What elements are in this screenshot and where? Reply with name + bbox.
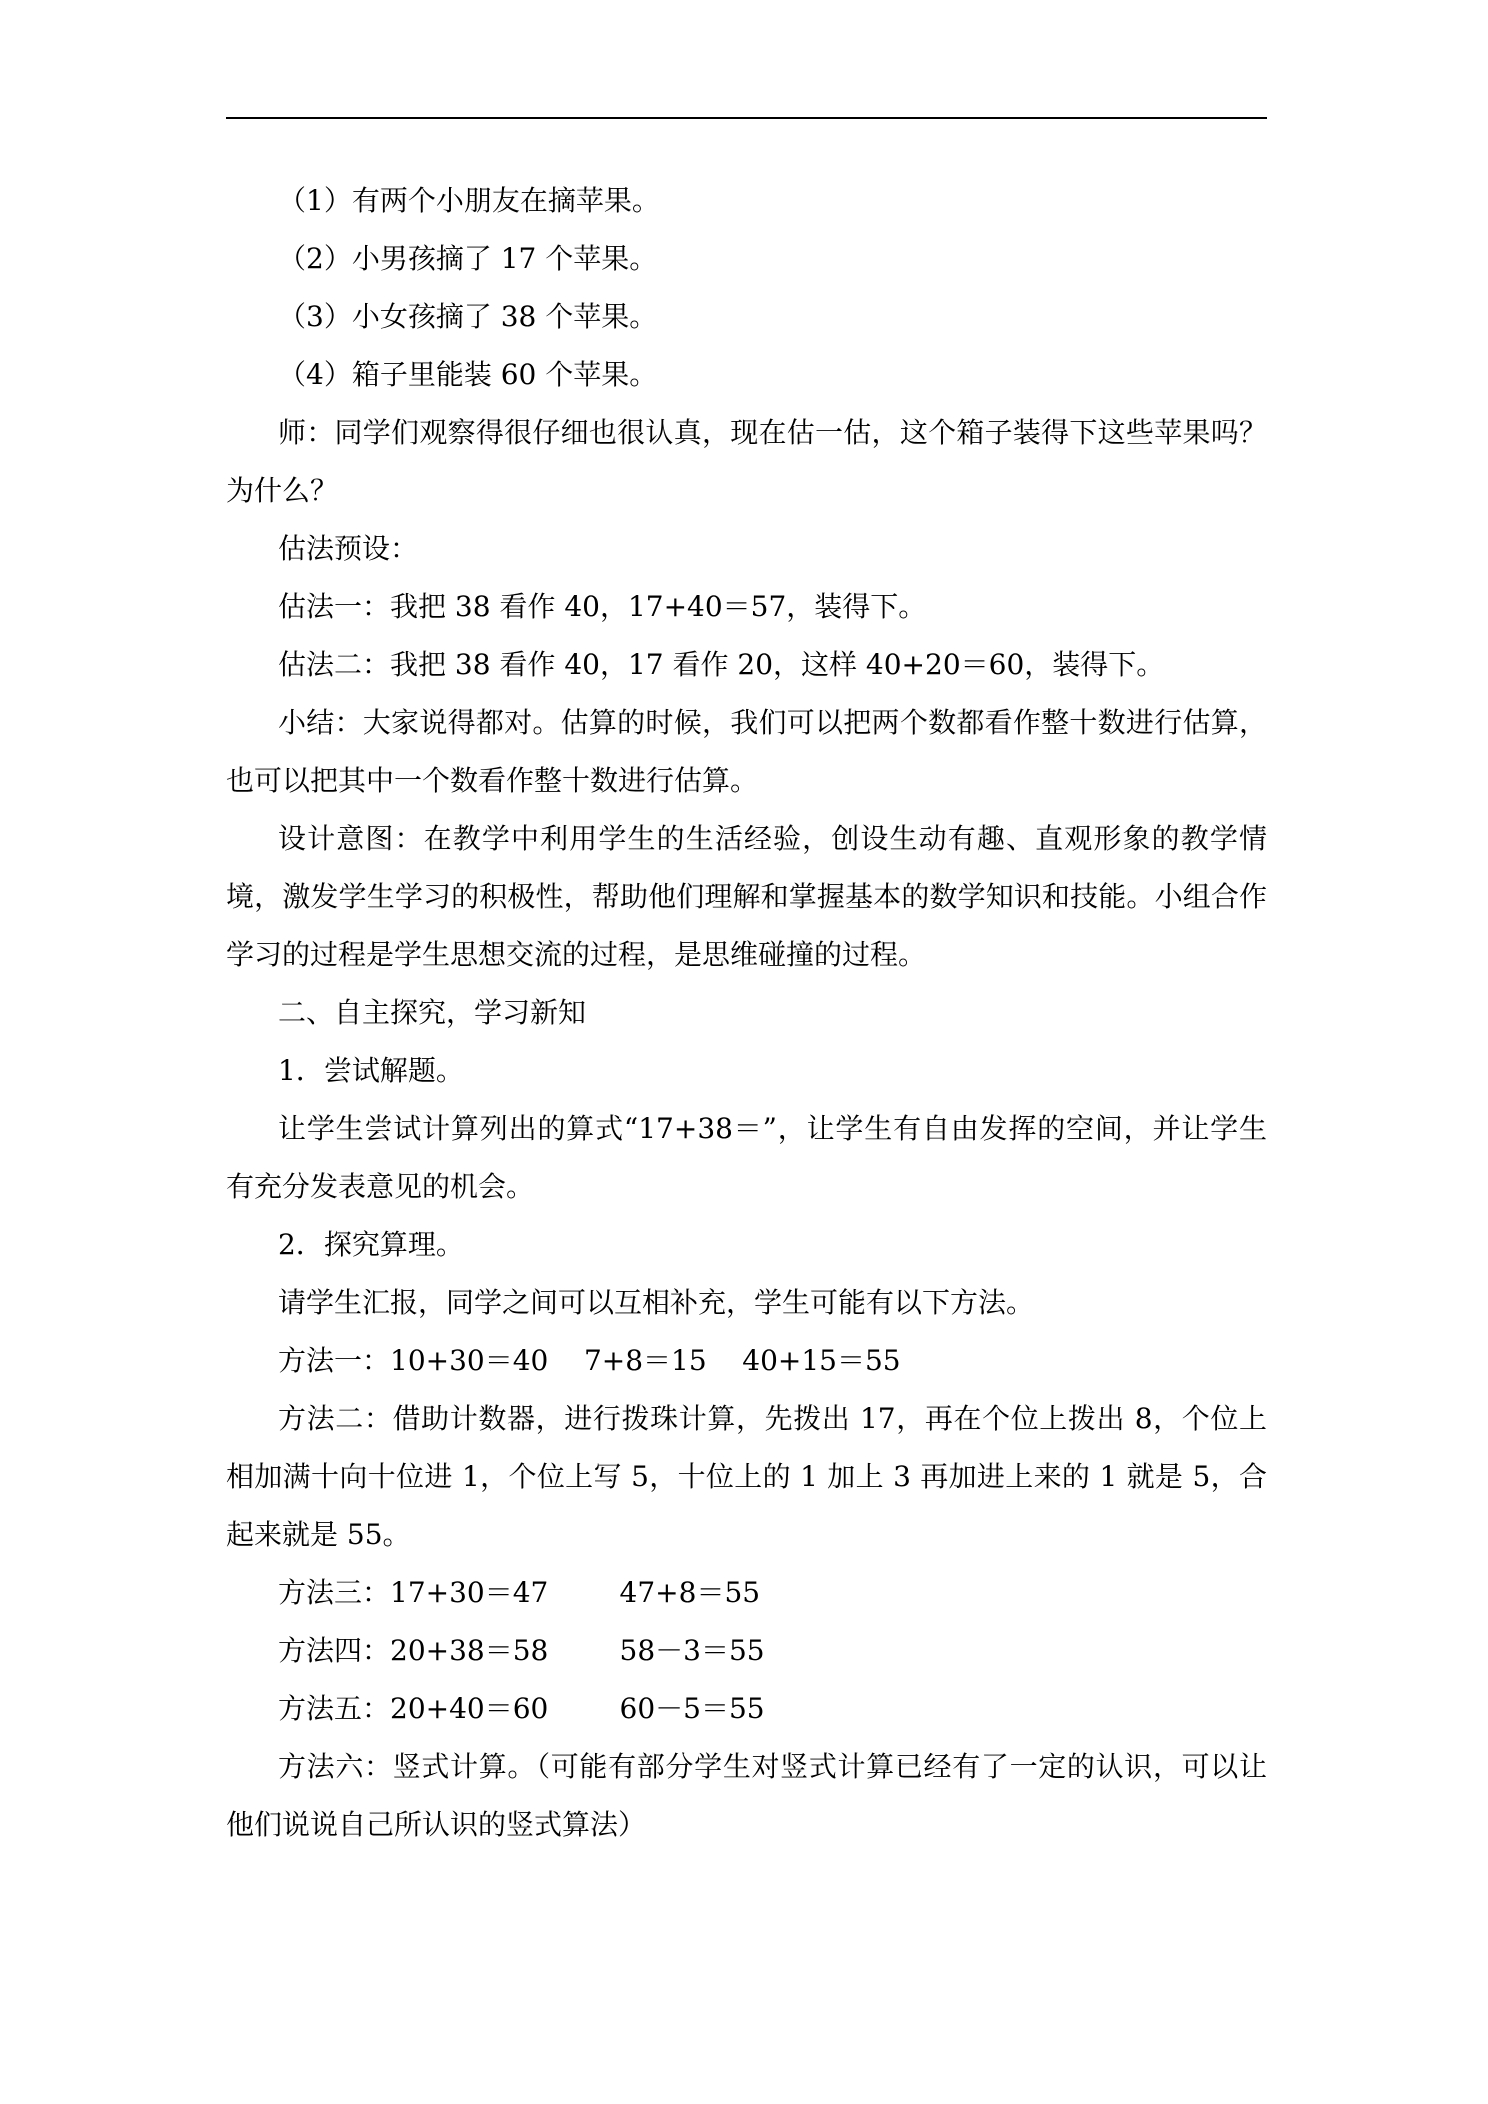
paragraph-method-6: 方法六：竖式计算。（可能有部分学生对竖式计算已经有了一定的认识，可以让他们说说自己所认识的竖式算法） <box>226 1750 1267 1841</box>
paragraph-design-intent: 设计意图：在教学中利用学生的生活经验，创设生动有趣、直观形象的教学情境，激发学生学习的积极性，帮助他们理解和掌握基本的数学知识和技能。小组合作学习的过程是学生思想交流的过程，是思维碰撞的过程。 <box>226 822 1267 971</box>
paragraph-list-item-3: （3）小女孩摘了 38 个苹果。 <box>278 300 658 333</box>
paragraph-list-item-1: （1）有两个小朋友在摘苹果。 <box>278 184 660 217</box>
paragraph-summary: 小结：大家说得都对。估算的时候，我们可以把两个数都看作整十数进行估算，也可以把其中一个数看作整十数进行估算。 <box>226 706 1267 797</box>
paragraph-estimation-preset: 估法预设： <box>278 532 419 565</box>
paragraph-method-1: 方法一：10+30＝40 7+8＝15 40+15＝55 <box>278 1344 901 1377</box>
paragraph-method-4: 方法四：20+38＝58 58－3＝55 <box>278 1634 765 1667</box>
paragraph-list-item-4: （4）箱子里能装 60 个苹果。 <box>278 358 658 391</box>
header-rule <box>226 117 1267 119</box>
paragraph-student-report: 请学生汇报，同学之间可以互相补充，学生可能有以下方法。 <box>278 1286 1035 1319</box>
paragraph-method-5: 方法五：20+40＝60 60－5＝55 <box>278 1692 765 1725</box>
subheading-explore-reasoning: 2．探究算理。 <box>278 1228 464 1261</box>
paragraph-estimation-method-2: 估法二：我把 38 看作 40，17 看作 20，这样 40+20＝60，装得下。 <box>278 648 1165 681</box>
paragraph-try-calculation: 让学生尝试计算列出的算式“17+38＝”，让学生有自由发挥的空间，并让学生有充分发表意见的机会。 <box>226 1112 1267 1203</box>
section-heading-explore: 二、自主探究，学习新知 <box>278 996 587 1029</box>
paragraph-estimation-method-1: 估法一：我把 38 看作 40，17+40＝57，装得下。 <box>278 590 927 623</box>
document-body <box>226 172 1267 1854</box>
paragraph-method-3: 方法三：17+30＝47 47+8＝55 <box>278 1576 761 1609</box>
paragraph-list-item-2: （2）小男孩摘了 17 个苹果。 <box>278 242 658 275</box>
paragraph-teacher-question: 师：同学们观察得很仔细也很认真，现在估一估，这个箱子装得下这些苹果吗？为什么？ <box>226 416 1267 507</box>
paragraph-method-2: 方法二：借助计数器，进行拨珠计算，先拨出 17，再在个位上拨出 8，个位上相加满十向十位进 1，个位上写 5，十位上的 1 加上 3 再加进上来的 1 就是 5，合起来就是 55。 <box>226 1402 1267 1551</box>
subheading-try-solving: 1．尝试解题。 <box>278 1054 464 1087</box>
